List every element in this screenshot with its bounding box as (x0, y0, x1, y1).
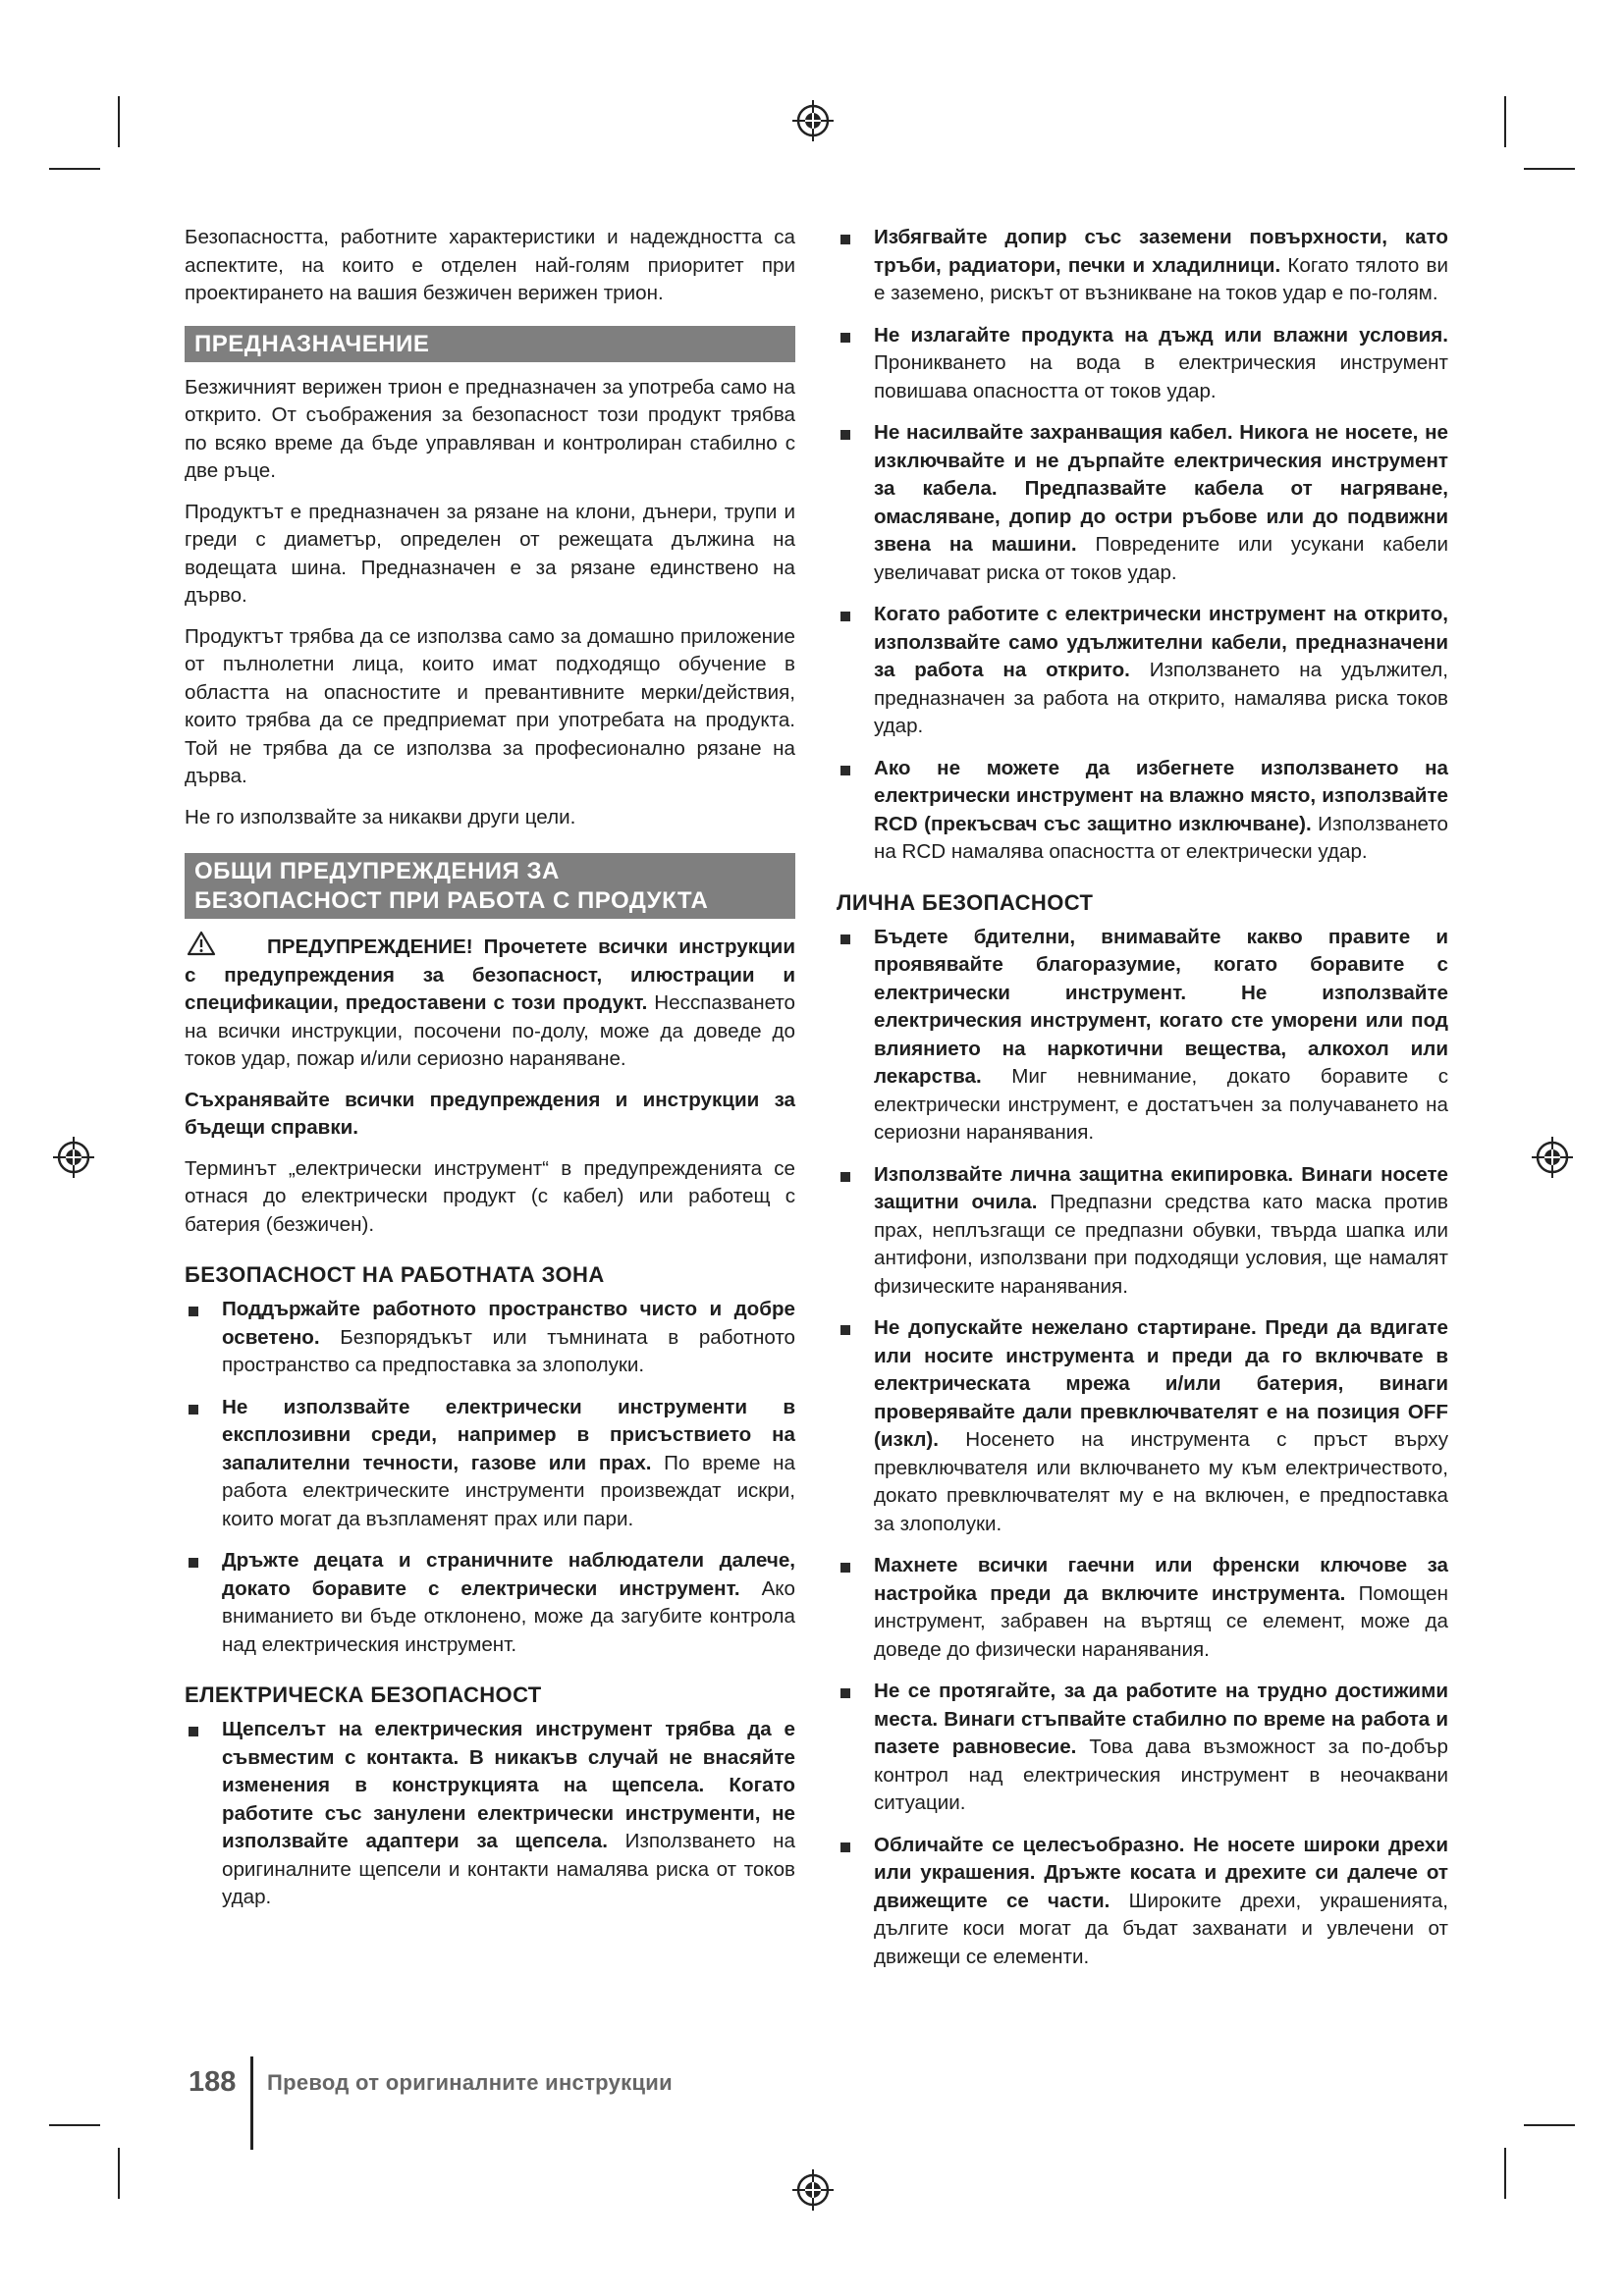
general-warnings-heading-line: БЕЗОПАСНОСТ ПРИ РАБОТА С ПРОДУКТА (194, 887, 709, 914)
purpose-paragraph: Безжичният верижен трион е предназначен за употреба само на открито. От съображения за безопасност този продукт трябва по всяко време да бъде управляван и контролиран стабилно с две ръце. (185, 375, 795, 482)
bullet-square-icon (189, 1558, 198, 1568)
crop-mark (118, 2148, 120, 2199)
intro-paragraph: Безопасността, работните характеристики и надеждността са аспектите, на които е отделен най-голям приоритет при проектирането на вашия безжичен верижен трион. (185, 226, 795, 304)
keep-warnings-text: Съхранявайте всички предупреждения и инструкции за бъдещи справки. (185, 1088, 795, 1139)
work-area-heading: БЕЗОПАСНОСТ НА РАБОТНАТА ЗОНА (185, 1262, 605, 1287)
crop-mark (1524, 2124, 1575, 2126)
bullet-square-icon (840, 1688, 850, 1698)
bullet-square-icon (840, 934, 850, 944)
list-item: Поддържайте работното пространство чисто и добре осветено. Безпорядъкът или тъмнината в работното пространство са предпоставка за злополуки. (185, 1296, 795, 1380)
bullet-square-icon (840, 1172, 850, 1182)
footer-divider (250, 2056, 253, 2150)
bullet-square-icon (840, 1325, 850, 1335)
bullet-square-icon (840, 766, 850, 775)
bullet-square-icon (189, 1727, 198, 1736)
page-number: 188 (189, 2066, 237, 2098)
crop-mark (1524, 168, 1575, 170)
bullet-square-icon (840, 1563, 850, 1573)
list-item: Не се протягайте, за да работите на трудно достижими места. Винаги стъпвайте стабилно по време на работа и пазете равновесие. Това дава възможност за по-добър контрол над електрическия инструмент в неочаквани ситуации. (837, 1678, 1448, 1818)
registration-mark-icon (790, 2167, 836, 2213)
list-item: Обличайте се целесъобразно. Не носете широки дрехи или украшения. Дръжте косата и дрехите си далече от движещите се части. Широките дрехи, украшенията, дългите коси могат да бъдат захванати и увлечени от движещи се елементи. (837, 1832, 1448, 1972)
right-column (837, 224, 1448, 1985)
purpose-paragraph: Не го използвайте за никакви други цели. (185, 805, 576, 828)
registration-mark-icon (1530, 1135, 1575, 1180)
list-item: Щепселът на електрическия инструмент трябва да е съвместим с контакта. В никакъв случай не внасяйте изменения в конструкцията на щепсела. Когато работите със занулени електрически инструменти, не използвайте адаптери за щепсела. Използването на оригиналните щепсели и контакти намалява риска от токов удар. (185, 1716, 795, 1912)
bullet-square-icon (189, 1307, 198, 1316)
bullet-square-icon (189, 1405, 198, 1415)
purpose-paragraph: Продуктът трябва да се използва само за домашно приложение от пълнолетни лица, които имат подходящо обучение в областта на опасностите и превантивните мерки/действия, които трябва да се предприемат при употребата на продукта. Той не трябва да се използва за професионално рязане на дърва. (185, 624, 795, 787)
list-item: Ако не можете да избегнете използването на електрически инструмент на влажно място, използвайте RCD (прекъсвач със защитно изключване). Използването на RCD намалява опасността от електрически удар. (837, 755, 1448, 867)
bullet-square-icon (840, 333, 850, 343)
left-column (185, 224, 795, 1926)
list-item: Използвайте лична защитна екипировка. Винаги носете защитни очила. Предпазни средства като маска против прах, неплъзгащи се предпазни обувки, твърда шапка или антифони, използвани при подходящи условия, ще намалят физическите наранявания. (837, 1161, 1448, 1302)
bullet-square-icon (840, 612, 850, 621)
crop-mark (1504, 2148, 1506, 2199)
bullet-square-icon (840, 1842, 850, 1852)
crop-mark (118, 96, 120, 147)
crop-mark (49, 168, 100, 170)
list-item: Когато работите с електрически инструмент на открито, използвайте само удължителни кабели, предназначени за работа на открито. Използването на удължител, предназначен за работа на открито, намалява риска токов удар. (837, 601, 1448, 741)
crop-mark (1504, 96, 1506, 147)
warning-text: Несспазването на всички инструкции, посочени по-долу, може да доведе до токов удар, пожар и/или сериозно нараняване. (185, 991, 796, 1070)
crop-mark (49, 2124, 100, 2126)
registration-mark-icon (51, 1135, 96, 1180)
registration-mark-icon (790, 98, 836, 143)
list-item: Не използвайте електрически инструменти в експлозивни среди, например в присъствието на запалителни течности, газове или прах. По време на работа електрическите инструменти произвеждат искри, които могат да възпламенят прах или пари. (185, 1394, 795, 1534)
personal-safety-heading: ЛИЧНА БЕЗОПАСНОСТ (837, 889, 1094, 915)
footer-text: Превод от оригиналните инструкции (267, 2070, 673, 2095)
list-item: Не насилвайте захранващия кабел. Никога не носете, не изключвайте и не дърпайте електрическия инструмент за кабела. Предпазвайте кабела от нагряване, омасляване, допир до остри ръбове или до подвижни звена на машини. Повредените или усукани кабели увеличават риска от токов удар. (837, 419, 1448, 587)
list-item: Махнете всички гаечни или френски ключове за настройка преди да включите инструмента. Помощен инструмент, забравен на въртящ се елемент, може да доведе до физически наранявания. (837, 1552, 1448, 1664)
list-item: Бъдете бдителни, внимавайте какво правите и проявявайте благоразумие, когато боравите с електрически инструмент. Не използвайте електрическия инструмент, когато сте уморени или под влиянието на наркотични вещества, алкохол или лекарства. Миг невнимание, докато боравите с електрически инструмент, е достатъчен за получаването на сериозни наранявания. (837, 924, 1448, 1148)
general-warnings-heading (185, 853, 795, 919)
list-item: Дръжте децата и страничните наблюдатели далече, докато боравите с електрически инструмент. Ако вниманието ви бъде отклонено, може да загубите контрола над електрическия инструмент. (185, 1547, 795, 1659)
general-warnings-heading-line: ОБЩИ ПРЕДУПРЕЖДЕНИЯ ЗА (194, 858, 560, 884)
warning-triangle-icon (187, 931, 216, 956)
warning-bold-text: ПРЕДУПРЕЖДЕНИЕ! Прочетете всички инструкции с предупреждения за безопасност, илюстрации и спецификации, предоставени с този продукт. (185, 935, 795, 1014)
bullet-square-icon (840, 430, 850, 440)
term-definition: Терминът „електрически инструмент“ в предупрежденията се отнася до електрически продукт (с кабел) или работещ с батерия (безжичен). (185, 1156, 795, 1236)
warning-paragraph (185, 931, 795, 1074)
list-item: Не допускайте нежелано стартиране. Преди да вдигате или носите инструмента и преди да го включвате в електрическата мрежа и/или батерия, винаги проверявайте дали превключвателят е на позиция OFF (изкл). Носенето на инструмента с пръст върху превключвателя или включването му към електричеството, докато превключвателят му е на включен, е предпоставка за злополуки. (837, 1314, 1448, 1538)
purpose-heading: ПРЕДНАЗНАЧЕНИЕ (185, 326, 795, 362)
purpose-paragraph: Продуктът е предназначен за рязане на клони, дънери, трупи и греди с диаметър, определен от режещата дължина на водещата шина. Предназначен е за рязане единствено на дърво. (185, 500, 795, 607)
list-item: Не излагайте продукта на дъжд или влажни условия. Проникването на вода в електрическия инструмент повишава опасността от токов удар. (837, 322, 1448, 406)
list-item: Избягвайте допир със заземени повърхности, като тръби, радиатори, печки и хладилници. Когато тялото ви е заземено, рискът от възникване на токов удар е по-голям. (837, 224, 1448, 308)
electrical-safety-heading: ЕЛЕКТРИЧЕСКА БЕЗОПАСНОСТ (185, 1682, 542, 1707)
bullet-square-icon (840, 235, 850, 244)
